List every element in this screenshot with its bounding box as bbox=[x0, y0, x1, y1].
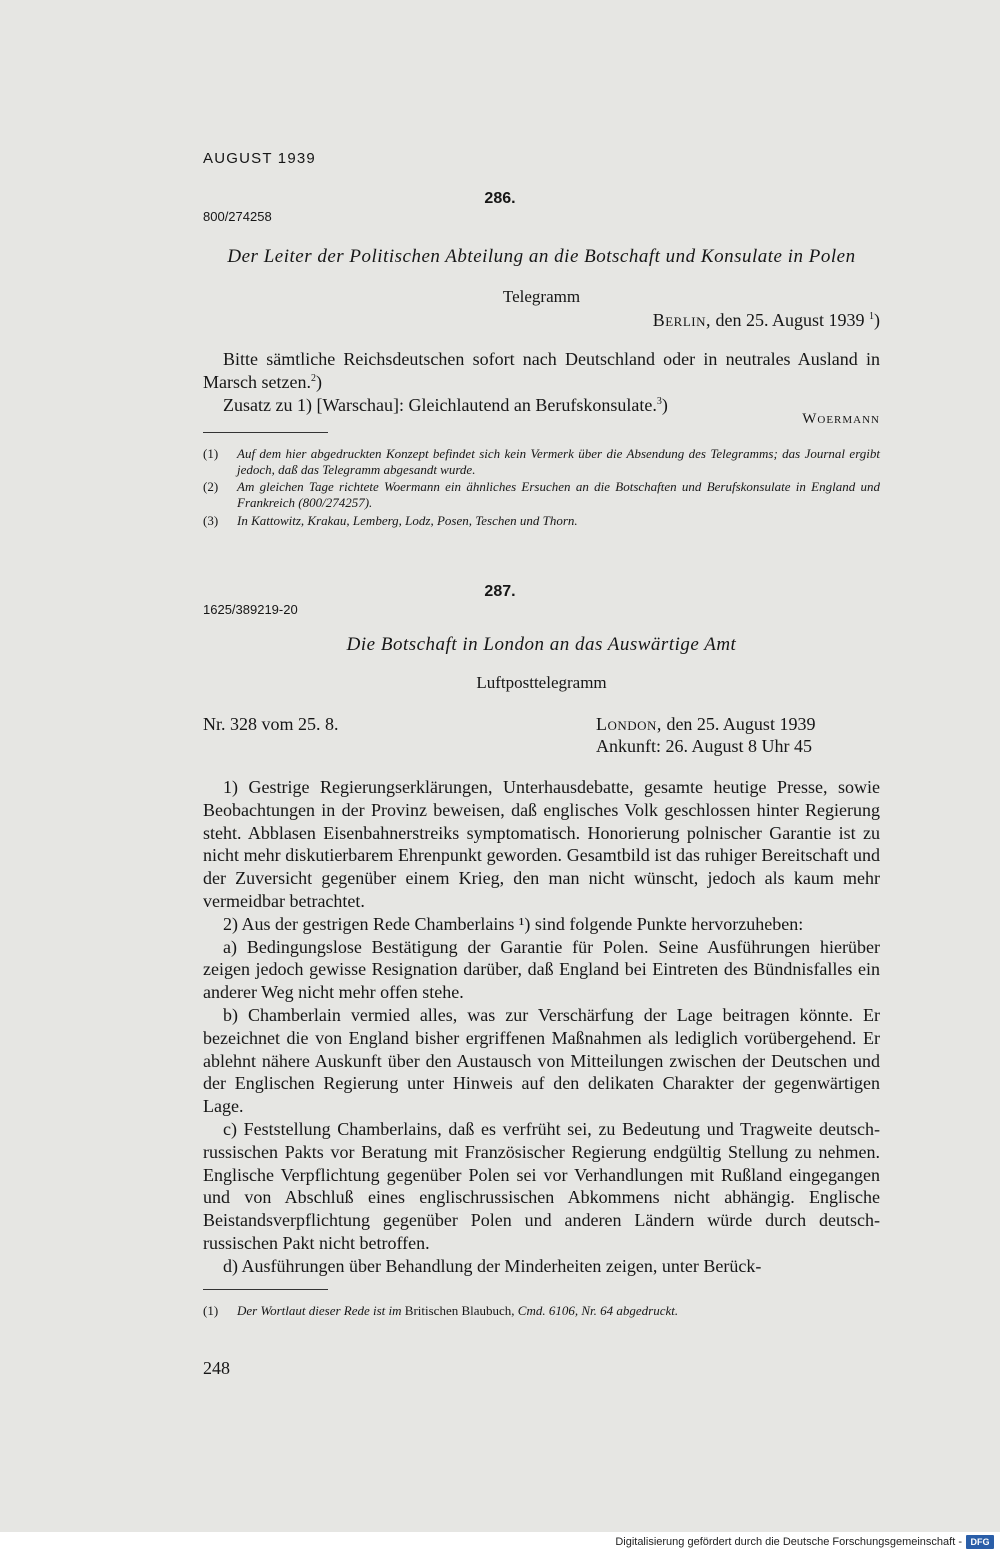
document-type-286: Telegramm bbox=[502, 287, 581, 306]
header-block-287 bbox=[203, 714, 880, 758]
footer-bar bbox=[0, 1532, 1000, 1554]
footnote-286-3 bbox=[203, 513, 880, 529]
footnote-287-1 bbox=[203, 1303, 880, 1319]
document-number-287: 287. bbox=[484, 583, 516, 600]
footnote-text: Der Wortlaut dieser Rede ist im Britischen Blaubuch, Cmd. 6106, Nr. 64 abgedruckt. bbox=[237, 1303, 679, 1318]
paragraph: a) Bedingungslose Bestätigung der Garantie für Polen. Seine Ausführungen hierüber zeigen jedoch gewisse Resignation darüber, daß England bei Eintreten des Bündnisfalles ein anderer Weg nicht mehr offen stehe. bbox=[203, 936, 880, 1003]
date-286: den 25. August 1939 bbox=[715, 310, 865, 330]
telegram-number: Nr. 328 vom 25. 8. bbox=[203, 714, 339, 734]
footnote-mark: (3) bbox=[203, 513, 219, 528]
date-287: den 25. August 1939 bbox=[666, 714, 816, 734]
paragraph: 2) Aus der gestrigen Rede Chamberlains ¹) sind folgende Punkte hervorzuheben: bbox=[223, 913, 804, 934]
body-286: Bitte sämtliche Reichsdeutschen sofort nach Deutschland oder in neutrales Ausland in Marsch setzen.$^2$) Zusatz zu 1) [Warschau]: Gleichlautend an Berufskonsulate.$^3$) bbox=[203, 349, 880, 415]
body-287 bbox=[203, 776, 880, 1278]
footnote-text: In Kattowitz, Krakau, Lemberg, Lodz, Posen, Teschen und Thorn. bbox=[237, 513, 578, 528]
footnote-mark: (1) bbox=[203, 1303, 219, 1318]
dfg-logo: DFG bbox=[966, 1535, 994, 1549]
place-date-287 bbox=[596, 714, 815, 735]
place-date-286: Berlin, den 25. August 1939 $^1$) bbox=[652, 310, 880, 330]
funding-note: Digitalisierung gefördert durch die Deutsche Forschungsgemeinschaft - bbox=[615, 1536, 962, 1548]
paragraph: 1) Gestrige Regierungserklärungen, Unterhausdebatte, gesamte heutige Presse, sowie Beobachtungen in der Provinz beweisen, daß englisches Volk geschlossen hinter Regierung steht. Abblasen Eisenbahnerstreiks symptomatisch. Honorierung polnischer Garantie ist zu nicht mehr diskutierbarem Ehrenpunkt geworden. Gesamtbild ist das ruhiger Bereitschaft und der Zuversicht gegenüber einem Krieg, den man nicht wünscht, jedoch als kaum mehr vermeidbar betrachtet. bbox=[203, 777, 880, 911]
paragraph: c) Feststellung Chamberlains, daß es verfrüht sei, zu Bedeutung und Tragweite deutsch-russischen Pakts vor Beratung mit Französischer Regierung endgültig Stellung zu nehmen. Englische Verpflichtung gegenüber Polen sei vor Verhandlungen mit Rußland eingegangen und von Abschluß eines englischrussischen Abkommens nicht abhängig. Englische Beistandsverpflichtung gegenüber Polen und anderen Ländern würde durch deutsch-russischen Pakt nicht betroffen. bbox=[203, 1118, 880, 1253]
body-286-p2-note: 3 bbox=[656, 395, 662, 407]
file-reference-286: 800/274258 bbox=[203, 209, 272, 224]
footnote-mark: (2) bbox=[203, 479, 219, 494]
place-287: London, bbox=[596, 714, 662, 734]
body-286-p1: Bitte sämtliche Reichsdeutschen sofort nach Deutschland oder in neutrales Ausland in Marsch setzen. bbox=[203, 349, 880, 392]
footnote-286-2 bbox=[203, 479, 880, 511]
place-286: Berlin, bbox=[652, 310, 711, 330]
footnote-286-1 bbox=[203, 446, 880, 478]
paragraph: d) Ausführungen über Behandlung der Minderheiten zeigen, unter Berück- bbox=[223, 1255, 762, 1276]
arrival-time: Ankunft: 26. August 8 Uhr 45 bbox=[596, 736, 812, 756]
document-number-286: 286. bbox=[484, 190, 516, 207]
footnote-mark: (1) bbox=[203, 446, 219, 461]
signature-286: Woermann bbox=[802, 411, 880, 427]
running-head: AUGUST 1939 bbox=[203, 150, 316, 167]
footnote-text: Am gleichen Tage richtete Woermann ein ähnliches Ersuchen an die Botschaften und Berufskonsulate in England und Frankreich (800/274257). bbox=[237, 479, 880, 510]
document-title-286: Der Leiter der Politischen Abteilung an die Botschaft und Konsulate in Polen bbox=[227, 246, 856, 267]
paragraph: b) Chamberlain vermied alles, was zur Verschärfung der Lage beitragen könnte. Er bezeichnet die von England bisher ergriffenen Maßnahmen als lediglich vorübergehend. Er ablehnt nähere Auskunft über den Austausch von Mitteilungen zwischen der Deutschen und der Englischen Regierung unter Hinweis auf den delikaten Charakter der gegenwärtigen Lage. bbox=[203, 1004, 880, 1117]
body-286-p1-note: 2 bbox=[310, 372, 316, 384]
body-286-p2: Zusatz zu 1) [Warschau]: Gleichlautend an Berufskonsulate. bbox=[223, 394, 657, 415]
footnote-text: Auf dem hier abgedruckten Konzept befindet sich kein Vermerk über die Absendung des Telegramms; das Journal ergibt jedoch, daß das Telegramm abgesandt wurde. bbox=[237, 446, 880, 477]
document-title-287: Die Botschaft in London an das Auswärtige Amt bbox=[346, 634, 737, 655]
document-type-287: Luftposttelegramm bbox=[476, 673, 607, 692]
date-note-286: 1 bbox=[869, 311, 874, 322]
footnote-rule-286 bbox=[203, 432, 328, 433]
footnote-rule-287 bbox=[203, 1289, 328, 1290]
file-reference-287: 1625/389219-20 bbox=[203, 602, 298, 617]
page-number: 248 bbox=[203, 1358, 230, 1378]
